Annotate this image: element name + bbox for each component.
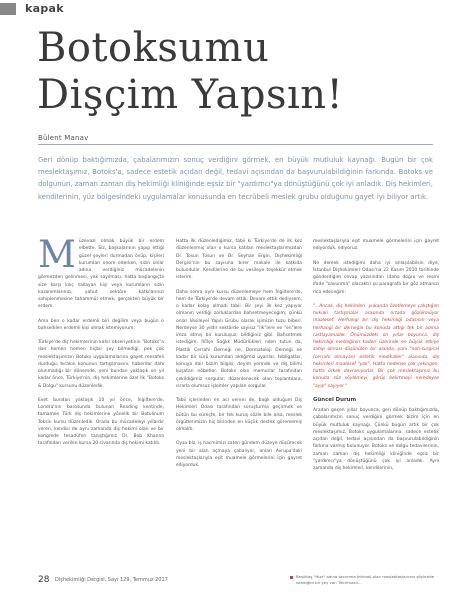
- body-paragraph: Ne demek istediğimi daha iyi anlaşılabilsin diye, İstanbul Dişhekimleri Odası'na 22 Kasım 2010 tarihinde gönderdiğim cevap yazısından (daha doğru ve resmi ifade "savunma" olacaktı) şu paragrafa bir göz atmanızı rica edeceğim:: [313, 260, 439, 295]
- body-paragraph: Aradan geçen yıllar boyunca, geri dönüp baktığımızda, çabalarımızın sonuç verdiğini görmek bizim için en büyük mutluluk kaynağı. Çünkü bugün artık bir çok meslektaşımız, Botoks uygulamalarına, sadece estetik açıdan değil, tedavi açısından da başvurulabildiğinin farkına varmış bulunuyor. Botoks ve dolgu tedavilerinin, zaman zaman diş hekimliği kliniğinde eşsiz bir "yardımcı"ya dönüştüğünü çok iyi anladık. Aynı zamanda diş hekimleri, kendilerinin,: [313, 408, 439, 471]
- body-paragraph: Oysa biz, iş hacmimizi zaten gündem düzeye düşürecek yeni bir alan açmaya çabalıyor, onları Avrupa'daki meslektaşlarıyla eşit muamele görmelerini için gayret ediyorduk.: [176, 441, 302, 468]
- body-paragraph: Ama ben o kadar erdemli biri değilim veya bugün o bahsedilen erdemli kişi olmak istemiyorum.: [38, 318, 164, 331]
- body-paragraph: meslektaşlarıyla eşit muamele görmelerini için gayret ediyorduk, ediyoruz.: [313, 239, 439, 252]
- section-label: kapak: [25, 2, 64, 15]
- lead-paragraph: Geri dönüp baktığımızda, çabalarımızın sonuç verdiğini görmek, en büyük mutluluk kaynağı. Bugün bir çok meslektaşımız, Botoks'a, sadece estetik açıdan değil, tedavi açısından da başvurulabildiğinin farkında. Botoks ve dolgunun, zaman zaman diş hekimliği kliniğinde eşsiz bir "yardımcı"ya dönüştüğünü çok iyi anladık. Diş hekimleri, kendilerinin, yüz bölgesindeki uygulamalar konusunda en tecrübeli meslek grubu olduğunu gayet iyi biliyor artık.: [38, 156, 433, 201]
- block-quote: "...Ancak, diş hekimleri, yukarıda özetlemeye çalıştığım hukuki tartışmalar arasında ortada gözükmüyor maalesef. Herhangi bir diş hekimliği odasının veya herhangi bir derneğin bu konuda attığı tek bir adıma rastlayamadık. Önümüzdeki on yıllar boyunca, diş hekimliği mesleğinin kaderi üzerinde en büyük etkiye sahip olması düşünülen bir alanda, yani "non-surgical (cerrahi olmayan) estetik medikaller" alanında, diş hekimleri maalesef "yok". Hatta nedense çok çekingen, hatta ürkek davranıyorlar. Bir çok meslektaşımız bu konuda söz söylemeyi, görüş belirtmeyi neredeyse "ayıp" sayıyor.": [313, 303, 439, 389]
- article-title-line2: Dişçim Yapsın!: [37, 72, 344, 118]
- column-2: [176, 238, 302, 476]
- section-marker: [0, 3, 16, 15]
- divider: [38, 144, 433, 145]
- footnote: Beşiktaş "Hizz" adına tasarıma ihtimali olan meslektaşlarımız şöyleride istediğim bir şey var: Tekrimazir...: [296, 574, 435, 585]
- subheading: Güncel Durum: [313, 396, 357, 403]
- body-paragraph: üzevazi olmak büyük bir erdem elbette. Siz, başkalarının yapıp ettiği güzel şeyleri durmadan övüp, kişileri kurumları onore ederken, sizin onlar adına verdiğiniz mücadelenin görmezden gelinmesi, yok sayılması, hatta başlangıçta size karşı kılıç sallayan kişi veya kurumların sizin kazanımlarınızı, yahut sektöre katkılarınızı sahiplenmesine tahammül etmek, gerçekten büyük bir erdem.: [38, 239, 164, 310]
- footnote-marker-icon: [290, 576, 293, 579]
- column-1: [38, 233, 164, 455]
- journal-info: Dişhekimliği Dergisi, Sayı 129, Temmuz 2017: [55, 577, 168, 583]
- body-paragraph: Tabii içlerinden en acı vereni de, bağlı olduğum Diş Hekimleri Odası tarafından soruşturma geçirmek ve bütün bu süreçte, bir tek kuruş sözle bile olsa, meslek örgütlerimizin hiç birinden en küçük destek görememiş olmaktı.: [176, 398, 302, 432]
- article-title-line1: Botoksumu: [37, 25, 270, 71]
- body-paragraph: Evet bundan yaklaşık 10 yıl önce, İngiltere'de, Londra'nın barosunda bulunan Reading kentinde, tamamen Türk diş hekimlerine yönelik bir Botulinum Toksin kursu düzenledik. Orada bu mücadeleyi yıllardır veren, kendisi de aynı zamanda diş hekimi olan ve bir kongrede tesadüfen tanıştığımız Dr. Bob Khanna tarafından verilen kursa 20 civarında diş hekimi katıldı.: [38, 397, 164, 447]
- page-number: 28: [38, 575, 50, 585]
- body-paragraph: Daha sonra aynı kursu düzenlemeye hem İngiltere'de, hem de Türkiye'de devam ettik. Devam ettik dediysem, o kadar kolay olmadı tabii. Bir şeyi ilk kez yapıyor olmanın verdiği zorluklardan bahsetmeyeceğim; çünkü onlar Vesileyel Yapılı Grubu olarak işimizin tuzu biberi. Nerdeyse 30 yıldır sektörde sayısız "ilk"lere ve "en"lere imza atmış bir kuruluşuz, bildiğiniz gibi. Bahsetmek istediğim, İl/İlçe Sağlık Müdürlükleri nden tutun da, Plastik Cerrahi Derneği ne, Dermatoloji Derneği ne kadar bir sürü kurumdan aldığımız uyarılar, tebligatlar, konuya dair bizim bilgisi, deyim yerinde ve diş bilimi kuşatan nöbetler. Botoks olan memurlar tarafından çekildiğimiz sorgular; düzenlenecek olan toplantılara, ısrarla olumsuz işlemler yapılan sorgular.: [176, 289, 302, 389]
- author-name: Bülent Manav: [38, 134, 89, 142]
- column-3: [313, 238, 439, 479]
- body-paragraph: Türkiye'de diş hekimlerinin kahir ekseriyetinin "Botoks"a dair hemen hemen hiçbir şey bilmediği, pek çok meslektaşımızın Botoks uygulamalarına gayet mesafeli durduğu, bırakın konunun tartışılmasını, haberdar dahi olunmadığı bir dönemde, yeni bundan yaklaşık on yıl kadar önce, Türkiye'nin, diş hekimlerine özel ilk "Botoks & Dolgu" kursunu düzenledik.: [38, 340, 164, 389]
- drop-cap: M: [38, 233, 76, 276]
- body-paragraph: Hatta ilk düzenlediğimiz, tabii ki Türkiye'de de ilk kez düzenlenmiş olan o kursa katılan meslektaşlarımızdan Dr. Tosun Tosun ve Dr. Seyhan Ergin, Dişhekimliği Dergisi'nin bu sayısına birer makale ile katkıda bulundular. Kendilerine de bu vesileye teşekkür etmek isterim.: [176, 239, 302, 281]
